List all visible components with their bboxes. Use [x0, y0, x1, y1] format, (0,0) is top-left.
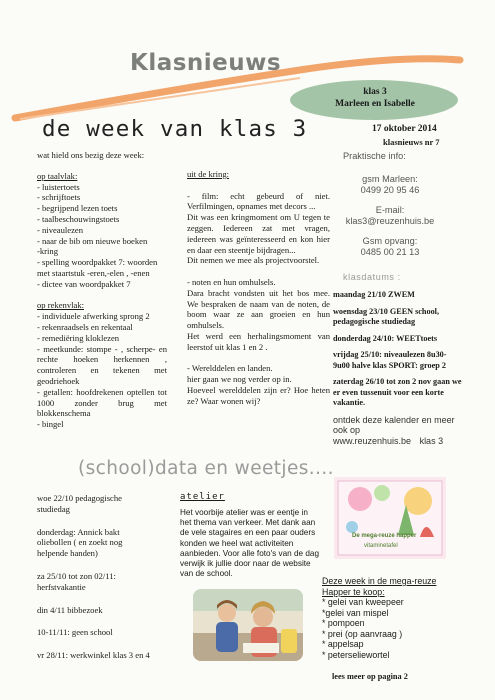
website-link[interactable]: www.reuzenhuis.be [333, 436, 412, 447]
website-suffix: klas 3 [419, 436, 444, 447]
kring-paragraph: Hoeveel werelddelen zijn er? Hoe heten ze? Waar wonen wij? [187, 384, 330, 406]
kring-paragraph: Dit nemen we mee als projectvoorstel. [187, 255, 320, 266]
list-item: - meetkunde: stompe - , scherpe- en rechte hoeken herkennen , controleren en tekenen met geodriehoek [37, 343, 167, 386]
list-item: - remediëring kloklezen [37, 332, 120, 343]
atelier-column [180, 492, 320, 579]
kring-heading: uit de kring: [187, 169, 230, 179]
taal-heading: op taalvlak: [37, 170, 78, 181]
happer-list [322, 597, 462, 660]
list-item: - luistertoets [37, 181, 80, 192]
page-title: Klasnieuws [130, 50, 282, 76]
taal-list [37, 182, 167, 290]
list-item: - schrijftoets [37, 192, 81, 203]
intro-text: wat hield ons bezig deze week: [37, 150, 145, 160]
reken-list [37, 311, 167, 430]
happer-column [322, 576, 462, 660]
class-badge-text [300, 86, 450, 110]
reken-heading: op rekenvlak: [37, 300, 85, 311]
logo-subtext: vitaminetafel [364, 543, 398, 549]
gsm-number: 0499 20 95 46 [360, 185, 420, 195]
schooldata-column [37, 493, 152, 673]
email-label: E-mail: [375, 205, 405, 215]
kring-paragraph: Het werd een herhalingsmoment van leerstof uit klas 1 en 2 . [187, 330, 330, 352]
kring-paragraph: - noten en hun omhulsels. [187, 276, 276, 287]
practical-info-heading: Praktische info: [343, 151, 406, 161]
klasdatum-item: maandag 21/10 ZWEM [333, 290, 415, 299]
issue-date: 17 oktober 2014 [372, 124, 437, 134]
date-entry: 10-11/11: geen school [37, 627, 113, 638]
gsm-label: gsm Marleen: [362, 174, 418, 184]
date-entry: donderdag: Annick bakt oliebollen ( en zoekt nog helpende handen) [37, 526, 123, 559]
issue-number: klasnieuws nr 7 [383, 137, 440, 147]
happer-logo [334, 477, 446, 559]
list-item: * peterseliewortel [322, 649, 390, 660]
week-title: de week van klas 3 [42, 116, 308, 142]
atelier-heading: atelier [180, 492, 225, 502]
list-item: - dictee van woordpakket 7 [37, 278, 131, 289]
date-entry: za 25/10 tot zon 02/11: herfstvakantie [37, 570, 116, 592]
opvang-label: Gsm opvang: [362, 236, 418, 246]
klasdatum-item: donderdag 24/10: WEETtoets [333, 333, 438, 343]
children-photo [193, 589, 303, 661]
logo-text: De mega-reuze happer [352, 533, 417, 539]
info-column [333, 151, 463, 447]
kring-column [187, 169, 330, 407]
kring-paragraph: Dara bracht vondsten uit het bos mee. We bespraken de naam van de noten, de boom waar ze aan groeien en hun omhulsels. [187, 287, 330, 331]
list-item: - naar de bib om nieuwe boeken [37, 235, 148, 246]
list-item: - rekenraadsels en rekentaal [37, 321, 133, 332]
date-entry: woe 22/10 pedagogische studiedag [37, 493, 122, 514]
list-item: * gelei van kweepeer [322, 597, 404, 607]
kring-paragraph: - film: echt gebeurd of niet. Verfilmingen, opnames met decors ... [187, 190, 330, 212]
list-item: - individuele afwerking sprong 2 [37, 311, 150, 322]
ontdek-label: ontdek deze kalender en meer ook op [333, 414, 455, 436]
kring-paragraph: - Werelddelen en landen. [187, 363, 273, 374]
klasdatum-item: zaterdag 26/10 tot zon 2 nov gaan we er even tussenuit voor een korte vakantie. [333, 377, 462, 407]
date-entry: vr 28/11: werkwinkel klas 3 en 4 [37, 650, 150, 661]
happer-heading: Deze week in de mega-reuze Happer te koop: [322, 576, 437, 597]
date-entry: din 4/11 bibbezoek [37, 604, 103, 615]
read-more-link[interactable]: lees meer op pagina 2 [332, 672, 408, 681]
klasdatum-item: vrijdag 25/10: niveaulezen 8u30-9u00 halve klas SPORT: groep 2 [333, 350, 447, 370]
klasdatums-heading: klasdatums : [343, 272, 401, 282]
teacher-names: Marleen en Isabelle [335, 99, 415, 109]
section-heading: (school)data en weetjes.... [78, 458, 334, 479]
email-link[interactable]: klas3@reuzenhuis.be [345, 216, 435, 226]
klasdatum-item: woensdag 23/10 GEEN school, pedagogische studiedag [333, 306, 439, 326]
class-name: klas 3 [363, 87, 387, 97]
ontdek-text [333, 415, 463, 447]
list-item: - niveaulezen [37, 224, 84, 235]
atelier-text: Het voorbije atelier was er eentje in het thema van verkeer. Met dank aan de vele stagaires en een paar ouders konden we heel wat activiteiten aanbieden. Voor alle foto's van de dag verwijk ik jullie door naar de website van de school. [180, 508, 320, 579]
list-item: *gelei van mispel [322, 607, 389, 618]
list-item: -kring [37, 246, 59, 257]
list-item: * pompoen [322, 618, 365, 628]
list-item: * prei (op aanvraag ) [322, 628, 403, 639]
list-item: - getallen: hoofdrekenen optellen tot 1000 zonder brug met blokkenschema [37, 386, 167, 419]
list-item: - begrijpend lezen toets [37, 203, 118, 214]
list-item: - taalbeschouwingstoets [37, 213, 120, 224]
opvang-number: 0485 00 21 13 [360, 247, 420, 257]
kring-paragraph: hier gaan we nog verder op in. [187, 374, 292, 385]
kring-paragraph: Dit was een kringmoment om U tegen te zeggen. Iedereen zat met vragen, iedereen was geïnteresseerd en kon hier en daar een steentje bijdragen... [187, 212, 330, 255]
week-activities-column [37, 150, 167, 430]
list-item: * appelsap [322, 639, 364, 649]
list-item: - bingel [37, 419, 64, 430]
list-item: - spelling woordpakket 7: woorden met staartstuk -eren,-elen , -enen [37, 257, 158, 278]
